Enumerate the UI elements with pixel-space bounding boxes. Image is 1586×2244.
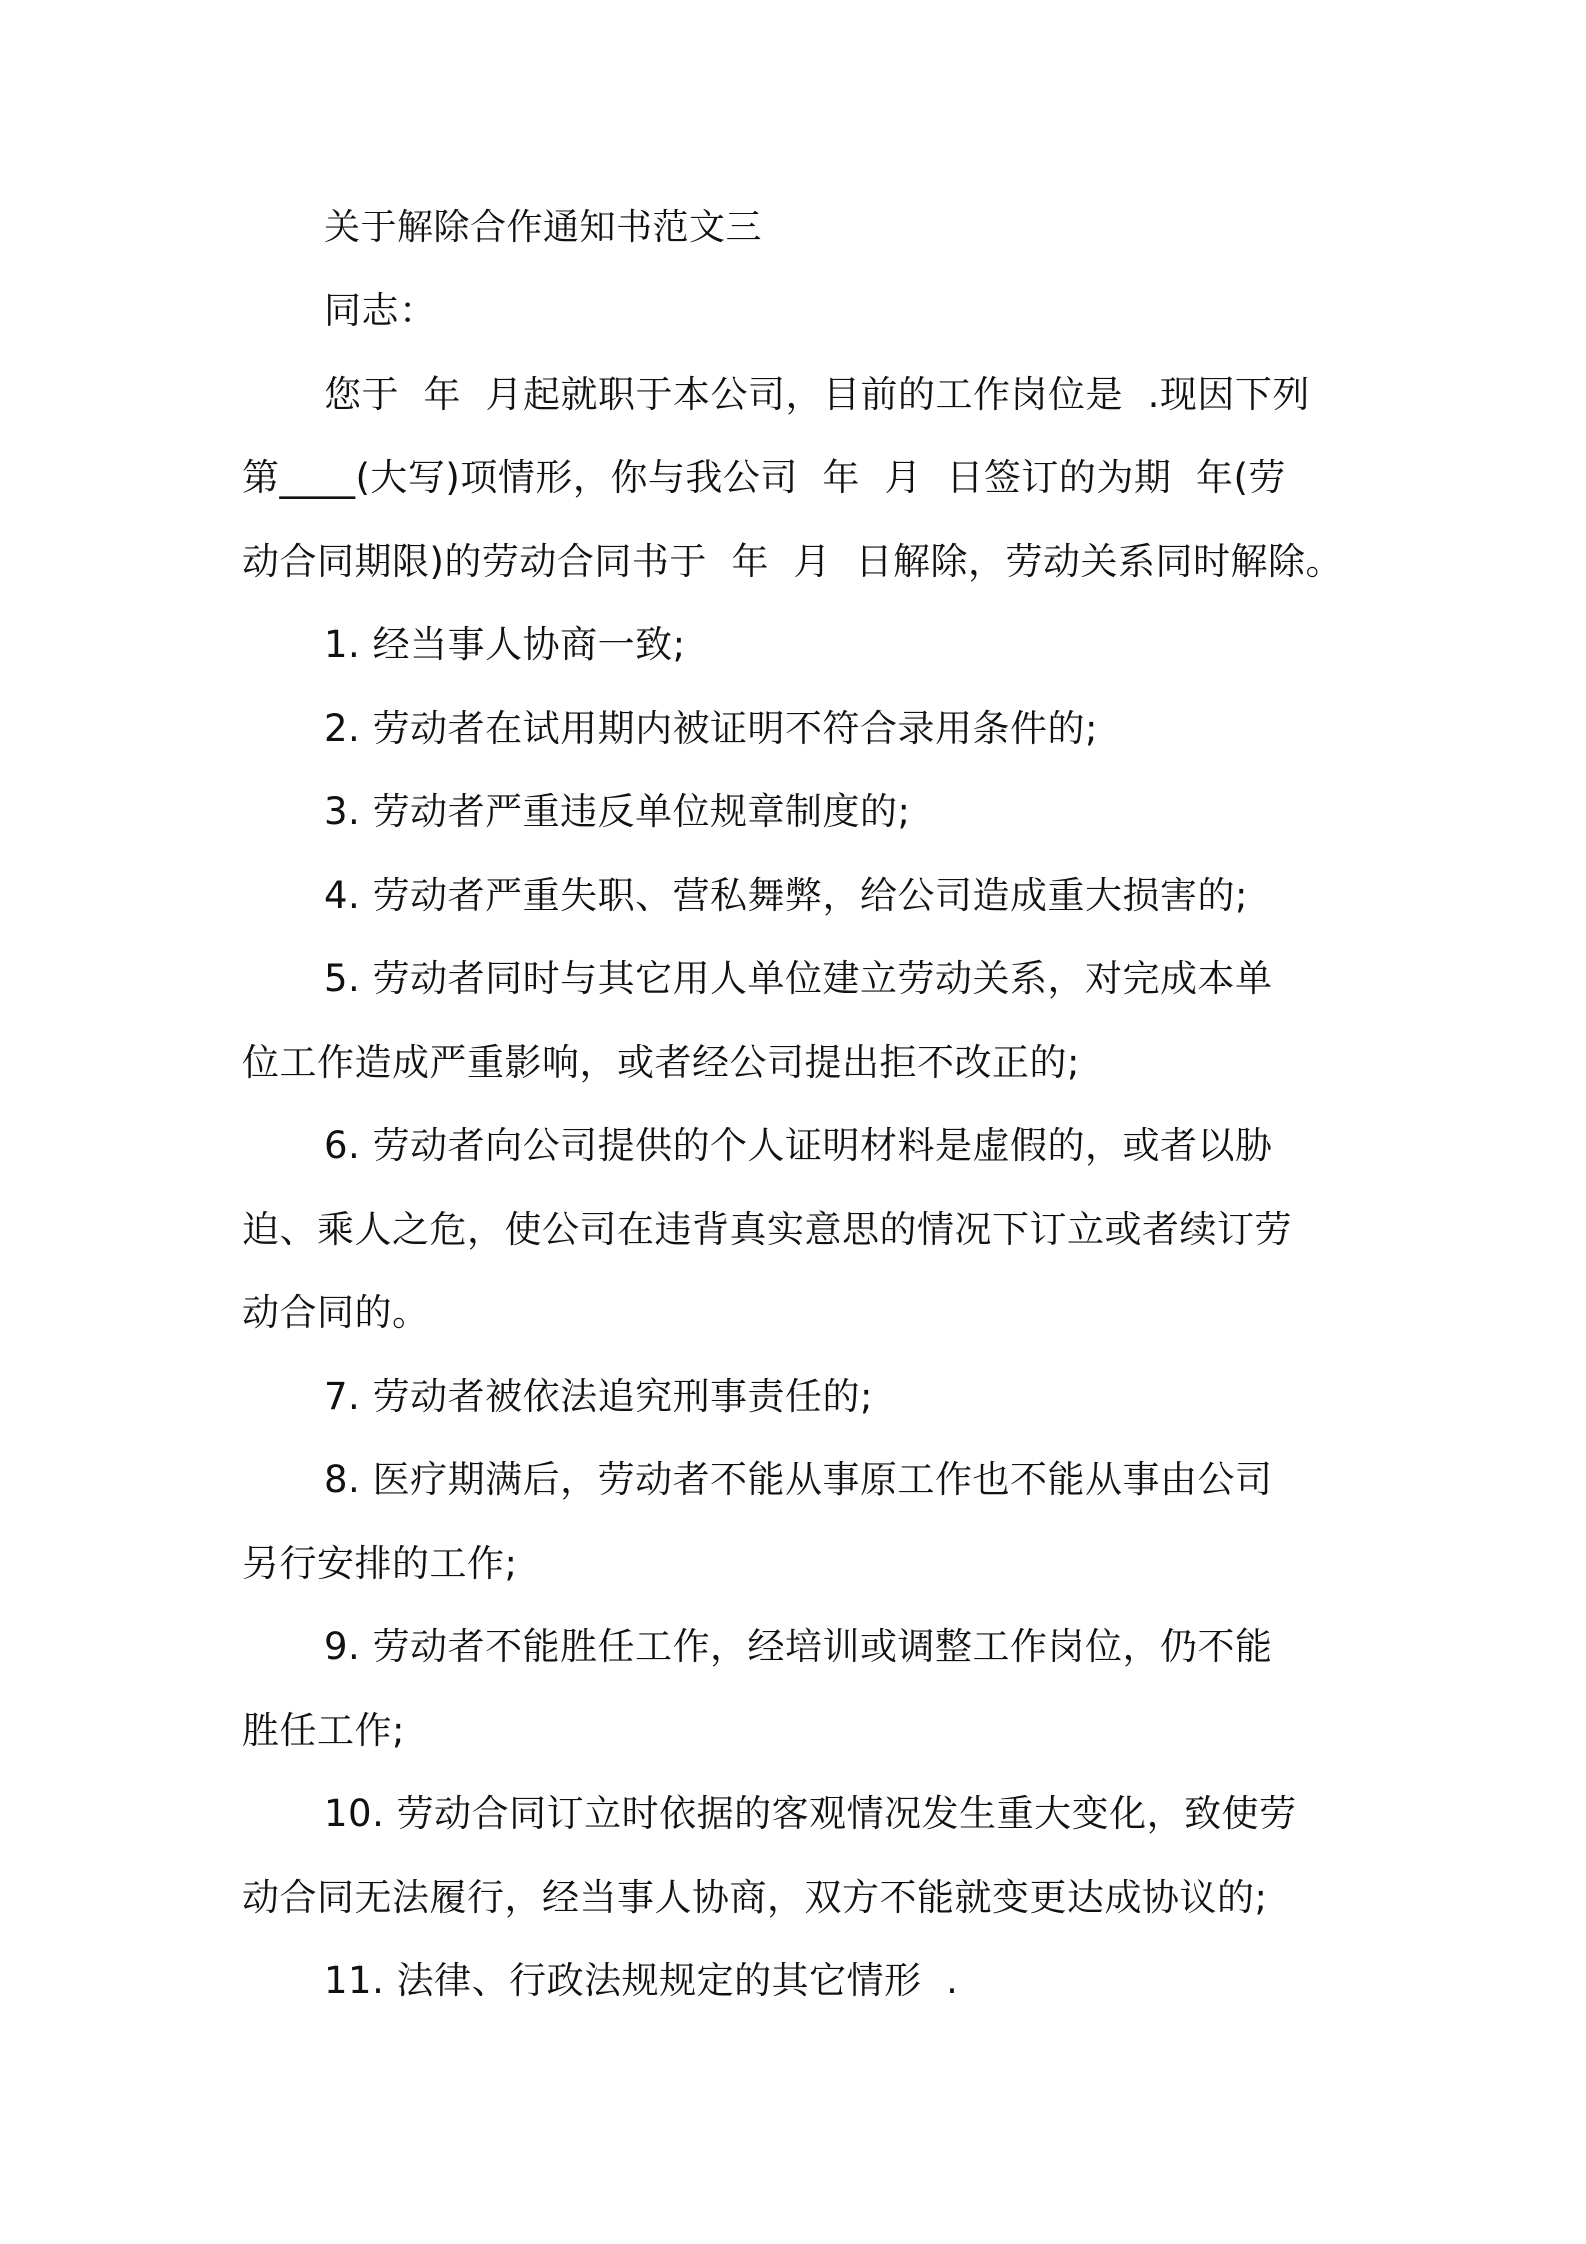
- salutation: 同志：: [324, 289, 437, 332]
- list-item-continuation: 迫、乘人之危，使公司在违背真实意思的情况下订立或者续订劳: [242, 1208, 1292, 1251]
- document-page: [242, 0, 1362, 2244]
- list-item: 6. 劳动者向公司提供的个人证明材料是虚假的，或者以胁: [324, 1124, 1273, 1167]
- intro-line: 第____(大写)项情形，你与我公司 年 月 日签订的为期 年(劳: [242, 456, 1286, 499]
- list-item: 9. 劳动者不能胜任工作，经培训或调整工作岗位，仍不能: [324, 1625, 1273, 1668]
- document-title: 关于解除合作通知书范文三: [324, 207, 763, 248]
- list-item: 2. 劳动者在试用期内被证明不符合录用条件的;: [324, 707, 1099, 750]
- intro-line: 动合同期限)的劳动合同书于 年 月 日解除，劳动关系同时解除。: [242, 540, 1344, 583]
- list-item: 4. 劳动者严重失职、营私舞弊，给公司造成重大损害的;: [324, 874, 1249, 917]
- list-item: 8. 医疗期满后，劳动者不能从事原工作也不能从事由公司: [324, 1458, 1273, 1501]
- list-item: 7. 劳动者被依法追究刑事责任的;: [324, 1375, 874, 1418]
- list-item-continuation: 动合同无法履行，经当事人协商，双方不能就变更达成协议的;: [242, 1876, 1268, 1919]
- list-item-continuation: 动合同的。: [242, 1291, 430, 1334]
- list-item-continuation: 胜任工作;: [242, 1709, 405, 1752]
- list-item: 1. 经当事人协商一致;: [324, 623, 686, 666]
- list-item: 10. 劳动合同订立时依据的客观情况发生重大变化，致使劳: [324, 1792, 1297, 1835]
- intro-line: 您于 年 月起就职于本公司，目前的工作岗位是 .现因下列: [324, 373, 1310, 416]
- list-item: 3. 劳动者严重违反单位规章制度的;: [324, 790, 911, 833]
- list-item: 5. 劳动者同时与其它用人单位建立劳动关系，对完成本单: [324, 957, 1273, 1000]
- list-item-continuation: 另行安排的工作;: [242, 1542, 518, 1585]
- list-item-continuation: 位工作造成严重影响，或者经公司提出拒不改正的;: [242, 1041, 1080, 1084]
- list-item: 11. 法律、行政法规规定的其它情形 .: [324, 1959, 959, 2002]
